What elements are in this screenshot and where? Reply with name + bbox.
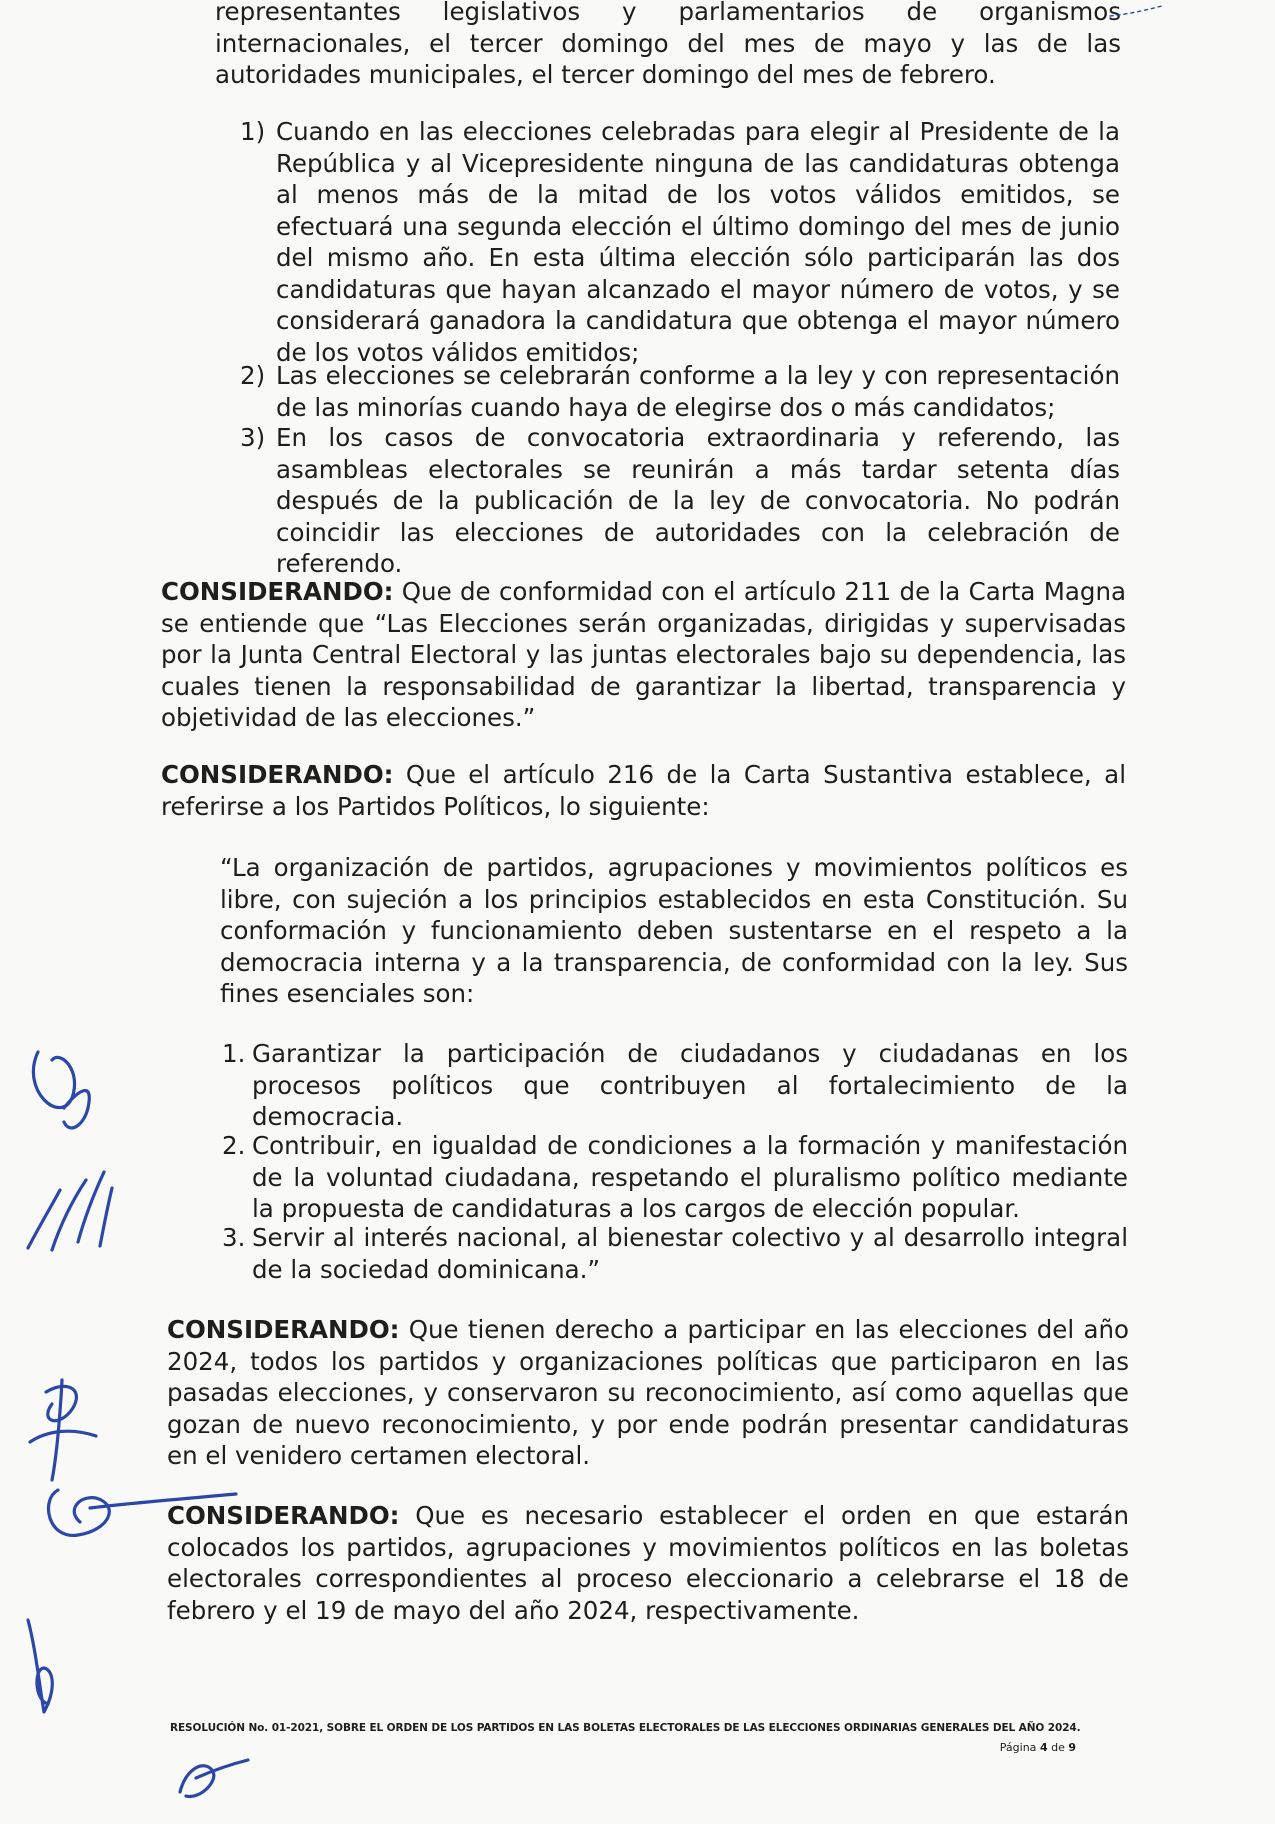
list-item-number: 2. bbox=[222, 1131, 246, 1160]
considerando-label: CONSIDERANDO: bbox=[161, 760, 394, 789]
page-total: 9 bbox=[1068, 1741, 1076, 1754]
page-of: de bbox=[1051, 1741, 1065, 1754]
list-item-number: 1) bbox=[240, 117, 266, 146]
signature-stroke bbox=[180, 1760, 248, 1797]
list-item-number: 3) bbox=[240, 423, 266, 452]
considerando-label: CONSIDERANDO: bbox=[161, 577, 394, 606]
considerando-text: Que de conformidad con el artículo 211 de la Carta Magna se entiende que “Las Elecciones serán organizadas, dirigidas y supervisadas por la Junta Central Electoral y las juntas electorales bajo su dependencia, las cuales tienen la responsabilidad de garantizar la libertad, transparencia y objetividad de las elecciones.” bbox=[161, 577, 1126, 732]
list-item-number: 1. bbox=[222, 1039, 246, 1068]
signature-stroke bbox=[64, 1091, 89, 1128]
list-item-number: 2) bbox=[240, 361, 266, 390]
page-word: Página bbox=[999, 1741, 1037, 1754]
list-item-text: Las elecciones se celebrarán conforme a la ley y con representación de las minorías cuando haya de elegirse dos o más candidatos; bbox=[276, 361, 1120, 422]
considerando-text: Que el artículo 216 de la Carta Sustantiva establece, al referirse a los Partidos Políticos, lo siguiente: bbox=[161, 760, 1126, 821]
list-item-text: Cuando en las elecciones celebradas para elegir al Presidente de la República y al Vicepresidente ninguna de las candidaturas obtenga al menos más de la mitad de los votos válidos emitidos, se efectuará una segunda elección el último domingo del mes de junio del mismo año. En esta última elección sólo participarán las dos candidaturas que hayan alcanzado el mayor número de votos, y se considerará ganadora la candidatura que obtenga el mayor número de los votos válidos emitidos; bbox=[276, 117, 1120, 367]
considerando-text: Que es necesario establecer el orden en que estarán colocados los partidos, agrupaciones y movimientos políticos en las boletas electorales correspondientes al proceso eleccionario a celebrarse el 18 de febrero y el 19 de mayo del año 2024, respectivamente. bbox=[167, 1501, 1129, 1625]
page-current: 4 bbox=[1039, 1741, 1048, 1754]
footer-resolution: RESOLUCIÓN No. 01-2021, SOBRE EL ORDEN DE LOS PARTIDOS EN LAS BOLETAS ELECTORALES DE LAS ELECCIONES ORDINARIAS GENERALES DEL AÑO 2024. bbox=[170, 1722, 1081, 1734]
signature-stroke bbox=[33, 1052, 74, 1108]
list-item-text: Garantizar la participación de ciudadanos y ciudadanas en los procesos políticos que contribuyen al fortalecimiento de la democracia. bbox=[252, 1039, 1128, 1131]
signature-stroke bbox=[28, 1620, 52, 1712]
signature-stroke bbox=[30, 1380, 96, 1480]
list-item-text: Servir al interés nacional, al bienestar colectivo y al desarrollo integral de la sociedad dominicana.” bbox=[252, 1223, 1128, 1284]
considerando-text: Que tienen derecho a participar en las elecciones del año 2024, todos los partidos y organizaciones políticas que participaron en las pasadas elecciones, y conservaron su reconocimiento, así como aquellas que gozan de nuevo reconocimiento, y por ende podrán presentar candidaturas en el venidero certamen electoral. bbox=[167, 1315, 1129, 1470]
considerando-label: CONSIDERANDO: bbox=[167, 1501, 400, 1530]
signature-stroke bbox=[1110, 6, 1162, 16]
list-item-text: Contribuir, en igualdad de condiciones a la formación y manifestación de la voluntad ciudadana, respetando el pluralismo político mediante la propuesta de candidaturas a los cargos de elección popular. bbox=[252, 1131, 1128, 1223]
list-item-number: 3. bbox=[222, 1223, 246, 1252]
considerando-label: CONSIDERANDO: bbox=[167, 1315, 400, 1344]
signature-stroke bbox=[48, 1490, 236, 1535]
top-paragraph: representantes legislativos y parlamentarios de organismos internacionales, el tercer domingo del mes de mayo y las de las autoridades municipales, el tercer domingo del mes de febrero. bbox=[215, 0, 1121, 89]
list-item-text: En los casos de convocatoria extraordinaria y referendo, las asambleas electorales se reunirán a más tardar setenta días después de la publicación de la ley de convocatoria. No podrán coincidir las elecciones de autoridades con la celebración de referendo. bbox=[276, 423, 1120, 578]
signature-stroke bbox=[28, 1172, 112, 1250]
constitution-quote: “La organización de partidos, agrupaciones y movimientos políticos es libre, con sujeción a los principios establecidos en esta Constitución. Su conformación y funcionamiento deben sustentarse en el respeto a la democracia interna y a la transparencia, de conformidad con la ley. Sus fines esenciales son: bbox=[220, 853, 1128, 1008]
